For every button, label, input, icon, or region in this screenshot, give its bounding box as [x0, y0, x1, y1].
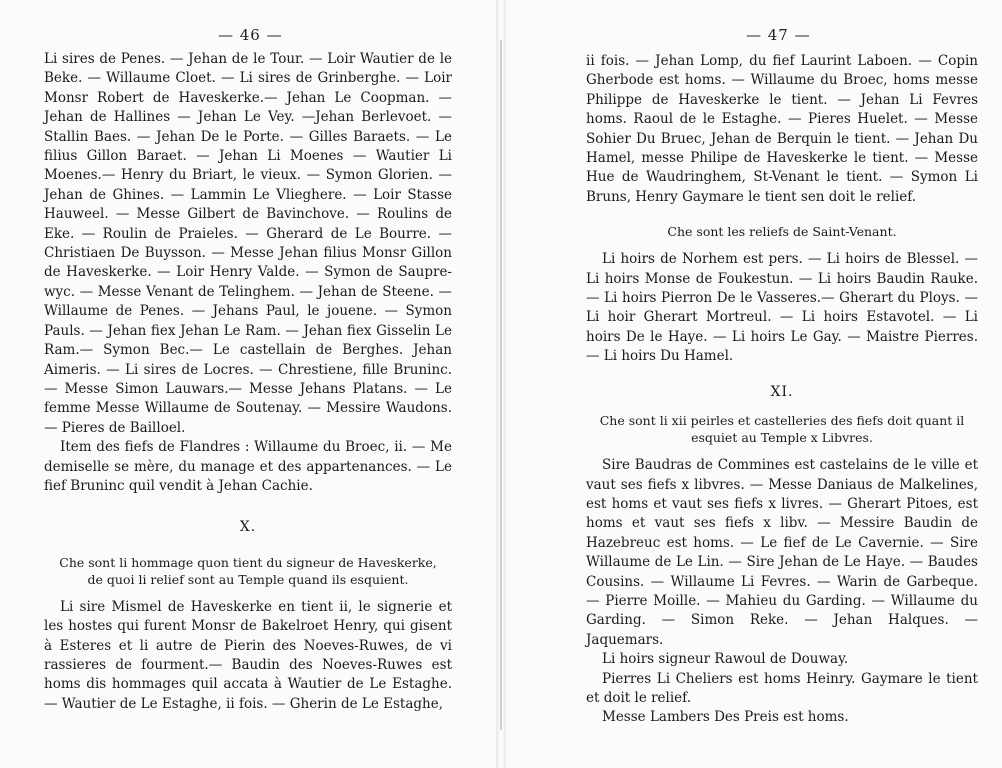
right-paragraph-3: Sire Baudras de Commines est castelains de le ville et vaut ses fiefs x libvres. — Messe Daniaus de Malkelines, est homs et vaut ses fiefs x livres. — Gherart Pitoes, est homs et vaut ses fiefs x libv. — Messire Baudin de Hazebreuc est homs. — Le fief de Le Cavernie. — Sire Willaume de Le Lin. — Sire Jehan de Le Haye. — Baudes Cousins. — Willaume Li Fevres. — Warin de Garbeque. — Pierre Moille. — Mahieu du Garding. — Willaume du Garding. — Simon Reke. — Jehan Halques. — Jaquemars.: [586, 457, 978, 648]
spacer: [586, 367, 978, 383]
section-heading-xi: Che sont li xii peirles et castelleries des fiefs doit quant il esquiet au Temple x Libvres.: [599, 413, 965, 446]
book-gutter: [496, 0, 506, 768]
right-paragraph-4: Li hoirs signeur Rawoul de Douway.: [602, 651, 849, 668]
right-text-column: [586, 52, 978, 728]
spacer: [586, 207, 978, 223]
page-number-left: — 46 —: [218, 26, 283, 44]
left-paragraph-3: Li sire Mismel de Haveskerke en tient ii, le signerie et les hostes qui furent Monsr de Bakelroet Henry, qui gisent à Esteres et li autre de Pierin des Noeves-Ruwes, de vi rassieres de fourment.— Baudin des Noeves-Ruwes est homs dis hommages quil accata à Wautier de Le Estaghe. — Wautier de Le Estaghe, ii fois. — Gherin de Le Estaghe,: [44, 598, 452, 712]
spacer: [586, 446, 978, 456]
spacer: [586, 240, 978, 250]
page-number-right: — 47 —: [746, 26, 811, 44]
right-paragraph-1: ii fois. — Jehan Lomp, du fief Laurint Laboen. — Copin Gherbode est homs. — Willaume du Broec, homs messe Philippe de Haveskerke le tient. — Jehan Li Fevres homs. Raoul de le Estaghe. — Pieres Huelet. — Messe Sohier Du Bruec, Jehan de Berquin le tient. — Jehan Du Hamel, messe Philipe de Haveskerke le tient. — Messe Hue de Waudringhem, St-Venant le tient. — Symon Li Bruns, Henry Gaymare le tient sen doit le relief.: [586, 53, 978, 205]
left-text-column: [44, 50, 452, 714]
spacer: [44, 588, 452, 598]
section-heading-x: Che sont li hommage quon tient du signeur de Haveskerke, de quoi li relief sont au Temple quand ils esquient.: [59, 554, 437, 587]
spacer: [44, 496, 452, 518]
left-paragraph-1: Li sires de Penes. — Jehan de le Tour. — Loir Wautier de le Beke. — Willaume Cloet. — Li sires de Grinberghe. — Loir Monsr Robert de Haveskerke.— Jehan Le Coopman. — Jehan de Hallines — Jehan Le Vey. —Jehan Berlevoet. — Stallin Baes. — Jehan De le Porte. — Gilles Baraets. — Le filius Gillon Baraet. — Jehan Li Moenes — Wautier Li Moenes.— Henry du Briart, le vieux. — Symon Glorien. — Jehan de Ghines. — Lammin Le Vlieghere. — Loir Stasse Hauweel. — Messe Gilbert de Bavinchove. — Roulins de Eke. — Roulin de Praieles. — Gherard de Le Bourre. — Christiaen De Buysson. — Messe Jehan filius Monsr Gillon de Haveskerke. — Loir Henry Valde. — Symon de Saupre- wyc. — Messe Venant de Telinghem. — Jehan de Steene. — Willaume de Penes. — Jehans Paul, le jouene. — Symon Pauls. — Jehan fiex Jehan Le Ram. — Jehan fiex Gisselin Le Ram.— Symon Bec.— Le castellain de Berghes. Jehan Aimeris. — Li sires de Locres. — Chrestiene, fille Bruninc.— Messe Simon Lauwars.— Messe Jehans Platans. — Le femme Messe Willaume de Soutenay. — Messire Waudons. — Pieres de Bailloel.: [44, 51, 452, 436]
gutter-shadow: [500, 40, 502, 730]
right-paragraph-5: Pierres Li Cheliers est homs Heinry. Gaymare le tient et doit le relief.: [586, 670, 978, 706]
section-number-xi: XI.: [770, 383, 794, 400]
right-paragraph-6: Messe Lambers Des Preis est homs.: [602, 709, 849, 726]
left-paragraph-2: Item des fiefs de Flandres : Willaume du Broec, ii. — Me demiselle se mère, du manage et des appartenances. — Le fief Bruninc quil vendit à Jehan Cachie.: [44, 439, 452, 494]
spacer: [44, 538, 452, 554]
right-paragraph-2: Li hoirs de Norhem est pers. — Li hoirs de Blessel. — Li hoirs Monse de Foukestun. — Li hoirs Baudin Rauke. — Li hoirs Pierron De le Vasseres.— Gherart du Ploys. — Li hoir Gherart Mortreul. — Li hoirs Estavotel. — Li hoirs De le Haye. — Li hoirs Le Gay. — Maistre Pierres. — Li hoirs Du Hamel.: [586, 251, 978, 365]
section-number-x: X.: [239, 519, 257, 536]
spacer: [586, 402, 978, 412]
right-page: [506, 0, 1002, 768]
section-heading-saint-venant: Che sont les reliefs de Saint-Venant.: [667, 224, 897, 240]
left-page: [0, 0, 496, 768]
